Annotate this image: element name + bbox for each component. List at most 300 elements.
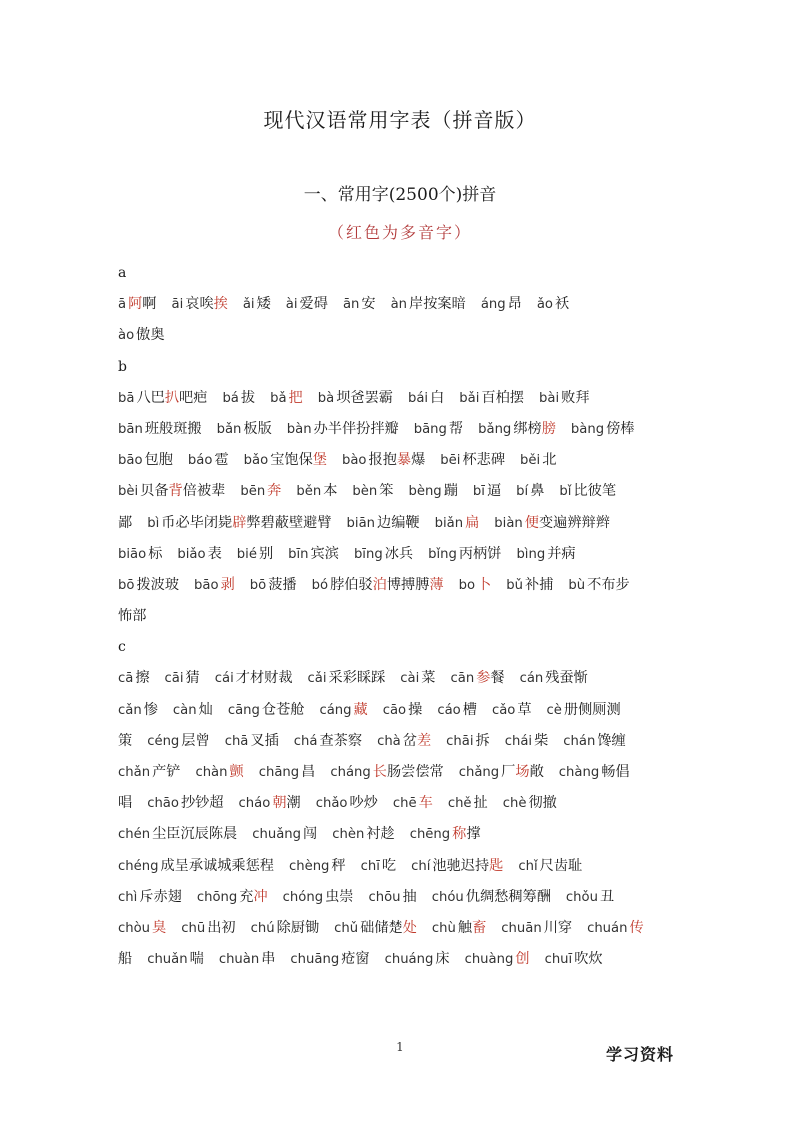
pinyin-entry xyxy=(296,483,337,499)
pinyin-entry xyxy=(147,951,204,967)
character-group: 馋缠 xyxy=(597,732,626,749)
pinyin-label: chú xyxy=(250,920,275,936)
character-group: 川穿 xyxy=(543,919,573,936)
pinyin-label: bèi xyxy=(118,484,139,500)
character-group: 灿 xyxy=(198,701,213,718)
pinyin-label: chǐ xyxy=(518,858,538,874)
character-group: 菠播 xyxy=(268,576,297,593)
section-heading: 一、常用字(2500个)拼音 xyxy=(303,185,497,205)
polyphone-character: 参 xyxy=(476,670,491,687)
pinyin-entry xyxy=(361,858,396,874)
character-group: 办半伴扮拌瓣 xyxy=(313,420,399,437)
pinyin-entry xyxy=(459,390,524,406)
character-group: 补捕 xyxy=(525,576,554,593)
polyphone-character: 朝 xyxy=(272,795,287,812)
pinyin-entry xyxy=(289,858,346,874)
character-group: 逼 xyxy=(486,483,502,500)
pinyin-label: cǎn xyxy=(118,702,142,718)
character-group: 操 xyxy=(408,701,423,718)
character-group: 柴 xyxy=(534,732,549,749)
polyphone-character: 畜 xyxy=(472,919,487,936)
character-group: 百柏摆 xyxy=(481,389,524,406)
pinyin-label: chòu xyxy=(118,920,151,936)
entry-line xyxy=(118,601,686,632)
pinyin-label: chuàn xyxy=(218,952,260,968)
pinyin-entry xyxy=(286,296,328,312)
pinyin-label: bīn xyxy=(288,546,309,562)
entry-line xyxy=(118,882,686,913)
pinyin-label: bēn xyxy=(240,484,266,500)
character-group: 残蚕惭 xyxy=(545,670,588,687)
pinyin-entry xyxy=(147,795,223,811)
letter-heading xyxy=(118,632,686,663)
pinyin-entry xyxy=(118,546,162,562)
pinyin-entry xyxy=(219,951,276,967)
polyphone-character: 长 xyxy=(372,764,387,780)
pinyin-entry xyxy=(440,452,505,468)
pinyin-entry xyxy=(473,483,501,499)
polyphone-character: 剥 xyxy=(220,576,235,593)
pinyin-entry xyxy=(228,702,305,718)
pinyin-label: bīng xyxy=(353,546,383,562)
pinyin-label: bàn xyxy=(286,421,312,437)
character-group: 爆 xyxy=(411,452,426,469)
pinyin-entry xyxy=(287,421,399,437)
character-group: 怖部 xyxy=(118,608,147,625)
pinyin-label: chà xyxy=(377,733,401,749)
polyphone-character: 挨 xyxy=(213,296,228,313)
pinyin-label: biǎn xyxy=(434,515,464,531)
pinyin-label: chāi xyxy=(446,733,474,749)
pinyin-label: cè xyxy=(546,702,562,718)
pinyin-entry xyxy=(352,483,393,499)
character-group: 彻撤 xyxy=(528,795,557,812)
character-group: 吧疤 xyxy=(179,389,208,406)
pinyin-label: bó xyxy=(311,577,329,593)
polyphone-character: 奔 xyxy=(267,483,282,500)
pinyin-label: chán xyxy=(563,733,596,749)
pinyin-label: chě xyxy=(447,796,472,812)
pinyin-entry xyxy=(520,670,588,686)
polyphone-character: 冲 xyxy=(253,888,268,905)
entry-line xyxy=(118,695,686,726)
pinyin-label: càn xyxy=(172,702,197,718)
polyphone-character: 泊 xyxy=(372,576,387,593)
character-group: 坝爸罢霸 xyxy=(336,389,393,406)
pinyin-entry xyxy=(492,702,532,718)
character-group: 喘 xyxy=(189,951,204,968)
pinyin-entry xyxy=(118,920,166,936)
entry-line xyxy=(118,788,686,819)
pinyin-entry xyxy=(118,452,173,468)
pinyin-label: bān xyxy=(118,421,143,437)
letter-heading xyxy=(118,352,686,383)
pinyin-label: cháng xyxy=(330,765,371,780)
pinyin-label: bō xyxy=(118,577,135,593)
polyphone-character: 匙 xyxy=(489,857,504,874)
character-group: 蹦 xyxy=(443,483,458,500)
pinyin-label: chuǎn xyxy=(147,952,188,968)
letter-label: c xyxy=(118,639,126,656)
polyphone-character: 扁 xyxy=(465,514,480,531)
pinyin-entry xyxy=(222,390,255,406)
pinyin-entry xyxy=(118,327,165,343)
character-group: 爱碍 xyxy=(299,296,328,313)
character-group: 比彼笔 xyxy=(573,483,617,500)
pinyin-label: cān xyxy=(450,671,475,687)
character-group: 拨波玻 xyxy=(136,576,180,593)
polyphone-character: 颤 xyxy=(229,764,244,780)
pinyin-entry xyxy=(465,951,530,967)
pinyin-label: céng xyxy=(147,733,180,749)
character-group: 丙柄饼 xyxy=(458,545,502,562)
entry-line xyxy=(118,445,686,476)
pinyin-label: chē xyxy=(392,796,417,812)
character-group: 败拜 xyxy=(561,389,590,406)
entry-line xyxy=(118,913,686,944)
pinyin-entry xyxy=(217,421,272,437)
polyphone-character: 臭 xyxy=(152,919,167,936)
pinyin-label: chì xyxy=(118,889,138,905)
character-group: 吃 xyxy=(381,857,397,874)
entry-line xyxy=(118,508,686,539)
pinyin-label: cáo xyxy=(437,702,461,718)
pinyin-label: chù xyxy=(431,920,456,936)
character-group: 产铲 xyxy=(152,764,181,780)
pinyin-label: bǎng xyxy=(478,421,512,437)
polyphone-character: 阿 xyxy=(128,296,143,313)
pinyin-entry xyxy=(243,296,271,312)
polyphone-character: 把 xyxy=(288,389,303,406)
pinyin-label: chōu xyxy=(368,889,401,905)
pinyin-entry xyxy=(165,670,200,686)
pinyin-label: áng xyxy=(480,297,506,313)
pinyin-entry xyxy=(459,577,492,593)
character-group: 串 xyxy=(261,951,276,968)
pinyin-entry xyxy=(194,577,235,593)
pinyin-label: chí xyxy=(411,858,431,874)
pinyin-entry xyxy=(347,515,420,531)
pinyin-label: bàng xyxy=(570,421,605,437)
character-group: 脖伯驳 xyxy=(330,576,373,593)
letter-heading xyxy=(118,258,686,289)
polyphone-character: 称 xyxy=(452,826,467,843)
character-group: 板版 xyxy=(243,420,272,437)
pinyin-label: chǎn xyxy=(118,765,151,780)
character-group: 仓苍舱 xyxy=(261,701,305,718)
pinyin-entry xyxy=(368,889,416,905)
pinyin-label: bù xyxy=(568,577,586,593)
pinyin-label: cāi xyxy=(164,671,184,687)
pinyin-entry xyxy=(450,670,504,686)
pinyin-entry xyxy=(312,577,444,593)
character-group: 矮 xyxy=(256,296,271,313)
pinyin-label: chāo xyxy=(147,796,179,812)
pinyin-label: chǔ xyxy=(334,920,359,936)
entry-line xyxy=(118,414,686,445)
pinyin-entry xyxy=(319,702,367,718)
pinyin-entry xyxy=(330,764,443,780)
pinyin-label: bèn xyxy=(352,484,378,500)
entry-line xyxy=(118,944,686,975)
pinyin-entry xyxy=(481,296,522,312)
pinyin-label: chè xyxy=(502,796,527,812)
character-group: 昂 xyxy=(507,296,522,313)
pinyin-label: chuán xyxy=(587,920,628,936)
entry-line xyxy=(118,383,686,414)
pinyin-entry xyxy=(391,296,466,312)
polyphone-character: 膀 xyxy=(541,420,556,437)
character-group: 丑 xyxy=(599,888,615,905)
character-group: 尘臣沉辰陈晨 xyxy=(152,826,238,843)
pinyin-entry xyxy=(173,702,213,718)
pinyin-label: bèng xyxy=(408,484,442,500)
pinyin-label: ān xyxy=(342,297,360,313)
entry-line xyxy=(118,570,686,601)
polyphone-character: 处 xyxy=(402,919,417,936)
pinyin-label: bào xyxy=(341,453,367,469)
pinyin-label: bī xyxy=(472,484,485,500)
pinyin-entry xyxy=(432,920,486,936)
character-group: 博搏膊 xyxy=(386,576,430,593)
pinyin-label: bài xyxy=(539,390,560,406)
pinyin-entry xyxy=(342,452,425,468)
pinyin-entry xyxy=(318,390,393,406)
pinyin-label: bǎo xyxy=(243,453,269,469)
character-group: 笨 xyxy=(379,483,394,500)
pinyin-label: cháo xyxy=(238,796,271,812)
pinyin-entry xyxy=(383,702,423,718)
pinyin-label: bá xyxy=(222,390,239,406)
pinyin-label: chéng xyxy=(118,858,159,874)
character-group: 贝备 xyxy=(140,483,169,500)
character-group: 雹 xyxy=(214,452,229,469)
pinyin-entry xyxy=(250,577,297,593)
pinyin-label: chóu xyxy=(431,889,464,905)
character-group: 鼻 xyxy=(530,483,545,500)
pinyin-entry xyxy=(118,515,132,531)
polyphone-character: 差 xyxy=(416,732,432,749)
pinyin-entry xyxy=(559,483,616,499)
entry-line xyxy=(118,819,686,850)
pinyin-label: chāng xyxy=(258,765,300,780)
pinyin-label: cáng xyxy=(319,702,352,718)
pinyin-entry xyxy=(239,795,301,811)
character-group: 层曾 xyxy=(181,732,210,749)
pinyin-label: bǐng xyxy=(428,546,457,562)
pinyin-entry xyxy=(118,577,179,593)
pinyin-entry xyxy=(118,296,157,312)
pinyin-label: běn xyxy=(296,484,322,500)
character-group: 班般斑搬 xyxy=(144,420,202,437)
pinyin-entry xyxy=(225,733,279,749)
pinyin-entry xyxy=(545,951,603,967)
pinyin-label: cāng xyxy=(227,702,260,718)
entry-line xyxy=(118,539,686,570)
character-group: 傍棒 xyxy=(606,420,635,437)
pinyin-entry xyxy=(377,733,431,749)
pinyin-entry xyxy=(459,764,544,780)
character-group: 傲奥 xyxy=(136,327,165,344)
entry-line xyxy=(118,320,686,351)
polyphone-character: 扒 xyxy=(164,389,180,406)
pinyin-entry xyxy=(316,795,378,811)
pinyin-entry xyxy=(118,390,207,406)
character-group: 报抱 xyxy=(368,452,397,469)
character-group: 才材财裁 xyxy=(235,670,293,687)
pinyin-entry xyxy=(411,858,503,874)
character-group: 昌 xyxy=(301,764,316,780)
character-group: 尺齿耻 xyxy=(539,857,583,874)
pinyin-entry xyxy=(537,296,569,312)
character-group: 肠尝偿常 xyxy=(386,764,444,780)
character-group: 拆 xyxy=(475,732,490,749)
pinyin-label: bǔ xyxy=(506,577,524,593)
pinyin-entry xyxy=(252,826,317,842)
pinyin-entry xyxy=(118,826,237,842)
character-group: 槽 xyxy=(462,701,477,718)
pinyin-entry xyxy=(240,483,281,499)
pinyin-entry xyxy=(566,889,614,905)
pinyin-label: chén xyxy=(118,827,151,843)
pinyin-label: bo xyxy=(458,577,476,593)
character-group: 畅倡 xyxy=(601,764,630,780)
pinyin-label: bí xyxy=(516,484,529,500)
character-group: 抽 xyxy=(402,888,417,905)
character-group: 菜 xyxy=(421,670,436,687)
pinyin-entry xyxy=(559,764,630,780)
pinyin-label: bǎ xyxy=(270,390,287,406)
pinyin-label: ǎo xyxy=(536,297,553,313)
pinyin-entry xyxy=(408,390,444,406)
character-group: 除厨锄 xyxy=(276,919,320,936)
character-group: 斥赤翅 xyxy=(139,888,182,905)
pinyin-entry xyxy=(118,702,158,718)
pinyin-entry xyxy=(197,889,268,905)
character-group: 本 xyxy=(323,483,338,500)
character-group: 弊碧蔽壁避臂 xyxy=(246,514,332,531)
character-group: 础储楚 xyxy=(360,919,403,936)
character-group: 吵炒 xyxy=(349,795,378,812)
character-group: 惨 xyxy=(143,701,158,718)
pinyin-entry xyxy=(516,483,544,499)
pinyin-label: bǐ xyxy=(559,484,572,500)
character-group: 安 xyxy=(361,296,376,313)
pinyin-label: chǒu xyxy=(565,889,598,905)
pinyin-entry xyxy=(478,421,556,437)
character-group: 册侧厕测 xyxy=(563,701,621,718)
pinyin-entry xyxy=(506,577,553,593)
pinyin-label: bāo xyxy=(118,453,143,469)
pinyin-label: bāng xyxy=(413,421,447,437)
pinyin-label: bāo xyxy=(194,577,219,593)
pinyin-entry xyxy=(448,795,488,811)
character-group: 撑 xyxy=(466,826,481,843)
polyphone-character: 卜 xyxy=(477,576,492,593)
character-group: 北 xyxy=(542,452,557,469)
polyphone-character: 车 xyxy=(418,795,433,812)
pinyin-label: bié xyxy=(236,546,257,562)
pinyin-label: chàn xyxy=(195,765,228,780)
pinyin-entry xyxy=(118,483,225,499)
pinyin-entry xyxy=(494,515,610,531)
character-group: 扯 xyxy=(473,795,488,812)
pinyin-label: běi xyxy=(520,453,541,469)
character-group: 闯 xyxy=(303,826,318,843)
page-title: 现代汉语常用字表（拼音版） xyxy=(263,108,537,132)
character-group: 八巴 xyxy=(136,389,165,406)
pinyin-entry xyxy=(334,920,417,936)
pinyin-entry xyxy=(308,670,386,686)
pinyin-entry xyxy=(118,889,182,905)
character-group: 成呈承诚城乘惩程 xyxy=(160,857,274,874)
pinyin-entry xyxy=(563,733,625,749)
pinyin-label: chǎng xyxy=(458,765,500,780)
character-group: 边编鞭 xyxy=(377,514,420,531)
pinyin-label: cái xyxy=(214,671,234,687)
character-group: 帮 xyxy=(448,420,464,437)
character-group: 鄙 xyxy=(118,514,133,531)
pinyin-entry xyxy=(410,826,481,842)
character-group: 宝饱保 xyxy=(270,452,313,469)
pinyin-label: chàng xyxy=(558,765,600,780)
pinyin-label: àn xyxy=(390,297,408,313)
character-list xyxy=(118,258,686,975)
pinyin-entry xyxy=(188,452,229,468)
pinyin-label: chǎo xyxy=(315,796,348,812)
polyphone-character: 薄 xyxy=(429,576,444,593)
pinyin-label: biàn xyxy=(494,515,523,531)
pinyin-label: bǎn xyxy=(216,421,242,437)
character-group: 倍被辈 xyxy=(182,483,226,500)
character-group: 币必毕闭毙 xyxy=(161,514,233,531)
character-group: 包胞 xyxy=(144,452,173,469)
pinyin-label: bǎi xyxy=(459,390,480,406)
pinyin-entry xyxy=(244,452,327,468)
pinyin-entry xyxy=(147,733,209,749)
pinyin-entry xyxy=(446,733,490,749)
character-group: 别 xyxy=(258,545,274,562)
entry-line xyxy=(118,663,686,694)
character-group: 衬趁 xyxy=(366,826,395,843)
character-group: 哀唉 xyxy=(185,296,214,313)
pinyin-entry xyxy=(270,390,303,406)
pinyin-entry xyxy=(172,296,228,312)
pinyin-label: ā xyxy=(118,297,127,313)
character-group: 白 xyxy=(430,389,445,406)
character-group: 杯悲碑 xyxy=(462,452,506,469)
character-group: 岸按案暗 xyxy=(409,296,466,313)
pinyin-label: bā xyxy=(118,390,135,406)
pinyin-entry xyxy=(118,421,202,437)
pinyin-label: biān xyxy=(346,515,376,531)
pinyin-entry xyxy=(181,920,235,936)
pinyin-label: biāo xyxy=(118,546,147,562)
pinyin-entry xyxy=(505,733,549,749)
pinyin-entry xyxy=(118,733,132,749)
pinyin-entry xyxy=(118,608,146,624)
pinyin-label: bà xyxy=(317,390,335,406)
pinyin-label: āi xyxy=(171,297,184,313)
character-group: 虫崇 xyxy=(325,888,354,905)
pinyin-label: cǎo xyxy=(491,702,516,718)
polyphone-character: 辟 xyxy=(232,514,247,531)
polyphone-character: 暴 xyxy=(396,452,412,469)
pinyin-label: chuāng xyxy=(290,952,340,968)
pinyin-label: bì xyxy=(147,515,160,531)
pinyin-label: chuáng xyxy=(384,952,434,968)
pinyin-label: bái xyxy=(407,390,429,406)
